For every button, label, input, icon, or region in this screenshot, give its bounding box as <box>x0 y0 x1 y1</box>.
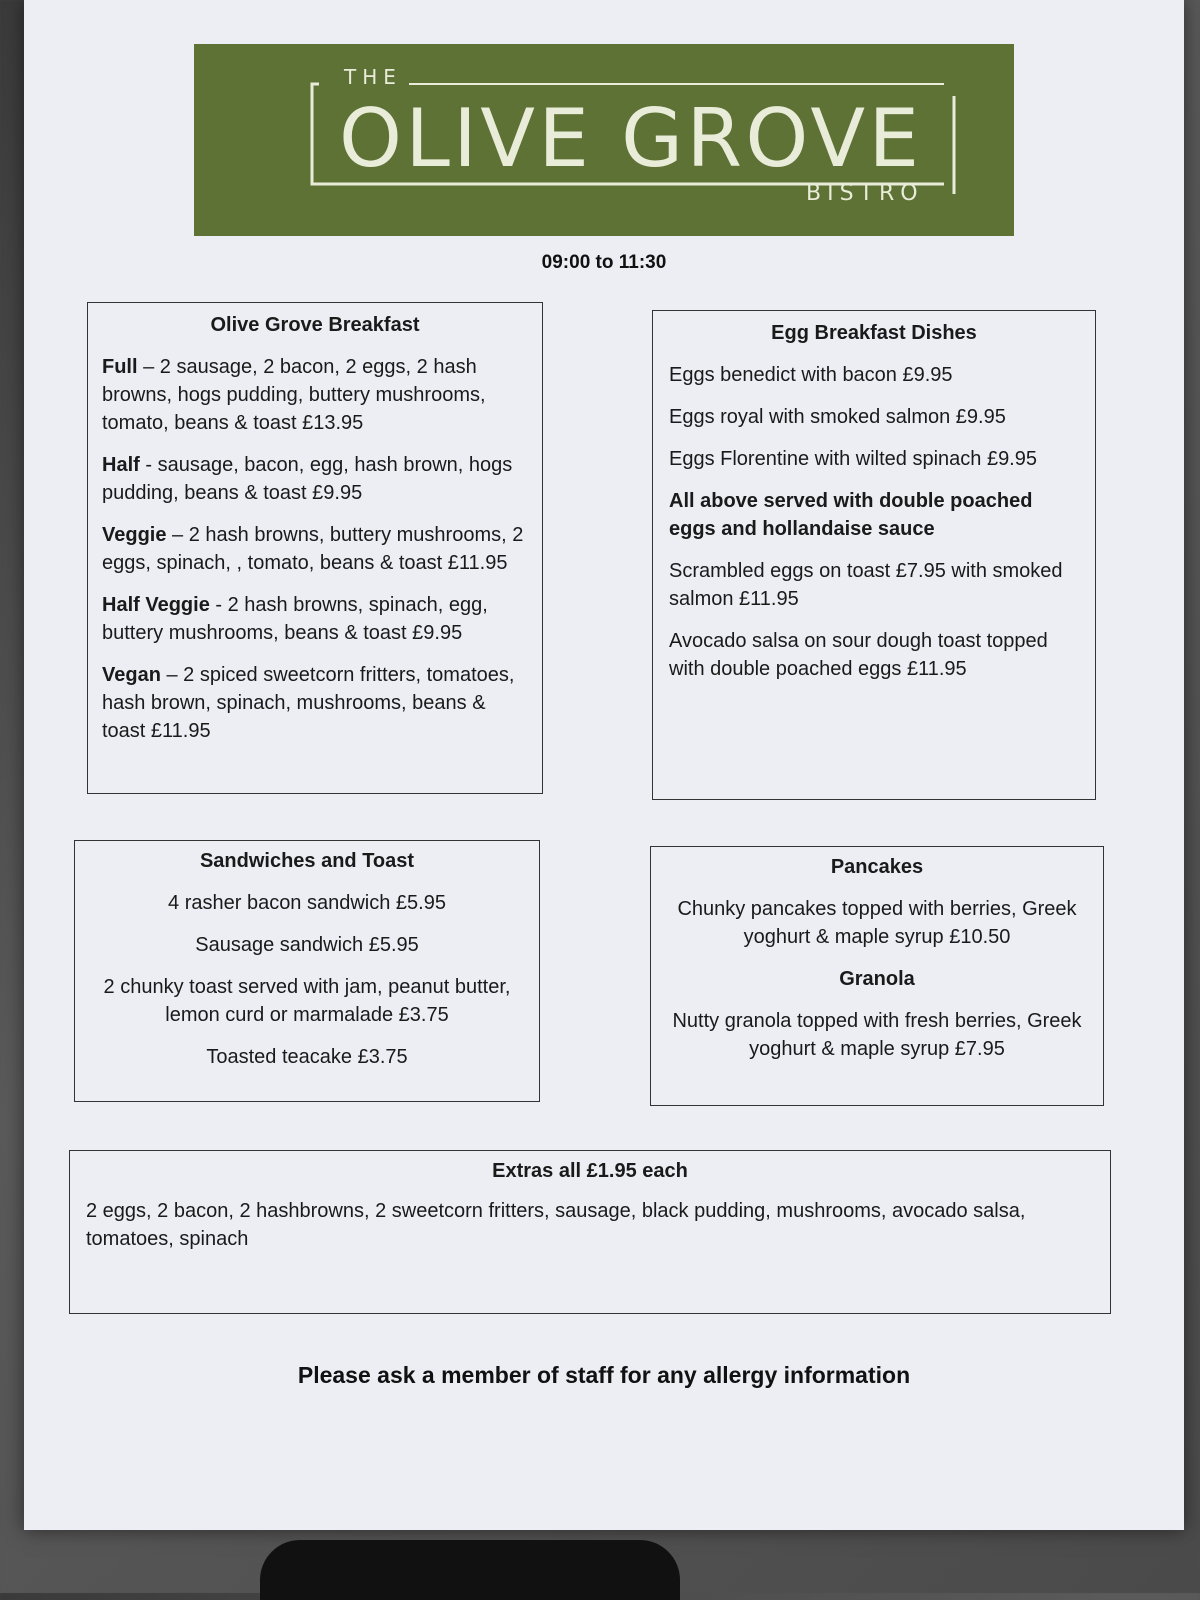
extras-section <box>69 1150 1111 1314</box>
pancakes-item: Chunky pancakes topped with berries, Greek yoghurt & maple syrup £10.50 <box>677 898 1077 948</box>
logo-the: THE <box>344 65 402 89</box>
allergy-notice: Please ask a member of staff for any allergy information <box>297 1362 911 1388</box>
egg-dish-item: Eggs benedict with bacon £9.95 <box>669 364 953 386</box>
pancakes-title: Pancakes <box>830 856 924 878</box>
egg-dish-note: All above served with double poached eggs and hollandaise sauce <box>669 490 1033 540</box>
sandwich-item: Sausage sandwich £5.95 <box>195 934 419 956</box>
granola-title: Granola <box>839 968 915 990</box>
breakfast-section <box>87 302 543 794</box>
pancakes-section <box>650 846 1104 1106</box>
extras-items: 2 eggs, 2 bacon, 2 hashbrowns, 2 sweetcorn fritters, sausage, black pudding, mushrooms, avocado salsa, tomatoes, spinach <box>86 1200 1026 1250</box>
logo-name: OLIVE GROVE <box>339 92 929 185</box>
egg-dish-item: Avocado salsa on sour dough toast topped with double poached eggs £11.95 <box>669 630 1048 680</box>
breakfast-item: Veggie – 2 hash browns, buttery mushrooms, 2 eggs, spinach, , tomato, beans & toast £11.95 <box>102 524 524 574</box>
opening-hours: 09:00 to 11:30 <box>541 252 667 273</box>
breakfast-item: Half Veggie - 2 hash browns, spinach, egg, buttery mushrooms, beans & toast £9.95 <box>102 594 488 644</box>
sandwich-item: Toasted teacake £3.75 <box>206 1046 408 1068</box>
egg-dish-item: Eggs royal with smoked salmon £9.95 <box>669 406 1006 428</box>
extras-title: Extras all £1.95 each <box>492 1160 688 1182</box>
logo-banner <box>194 44 1014 236</box>
breakfast-title: Olive Grove Breakfast <box>210 314 420 336</box>
egg-dish-item: Scrambled eggs on toast £7.95 with smoked salmon £11.95 <box>669 560 1063 610</box>
olive-grove-logo <box>194 44 1014 236</box>
sandwich-item: 4 rasher bacon sandwich £5.95 <box>168 892 446 914</box>
breakfast-item: Vegan – 2 spiced sweetcorn fritters, tomatoes, hash brown, spinach, mushrooms, beans & toast £11.95 <box>102 664 515 742</box>
sandwiches-section <box>74 840 540 1102</box>
egg-dishes-section <box>652 310 1096 800</box>
sandwiches-title: Sandwiches and Toast <box>199 850 415 872</box>
egg-dish-item: Eggs Florentine with wilted spinach £9.95 <box>669 448 1037 470</box>
egg-dishes-title: Egg Breakfast Dishes <box>771 322 977 344</box>
menu-sheet <box>24 0 1184 1530</box>
granola-item: Nutty granola topped with fresh berries, Greek yoghurt & maple syrup £7.95 <box>672 1010 1082 1060</box>
sandwich-item: 2 chunky toast served with jam, peanut butter, lemon curd or marmalade £3.75 <box>103 976 511 1026</box>
breakfast-item: Half - sausage, bacon, egg, hash brown, hogs pudding, beans & toast £9.95 <box>102 454 513 504</box>
table-shadow <box>260 1540 680 1600</box>
breakfast-item: Full – 2 sausage, 2 bacon, 2 eggs, 2 hash browns, hogs pudding, buttery mushrooms, tomato, beans & toast £13.95 <box>102 356 486 434</box>
logo-sub: BISTRO <box>806 181 924 206</box>
